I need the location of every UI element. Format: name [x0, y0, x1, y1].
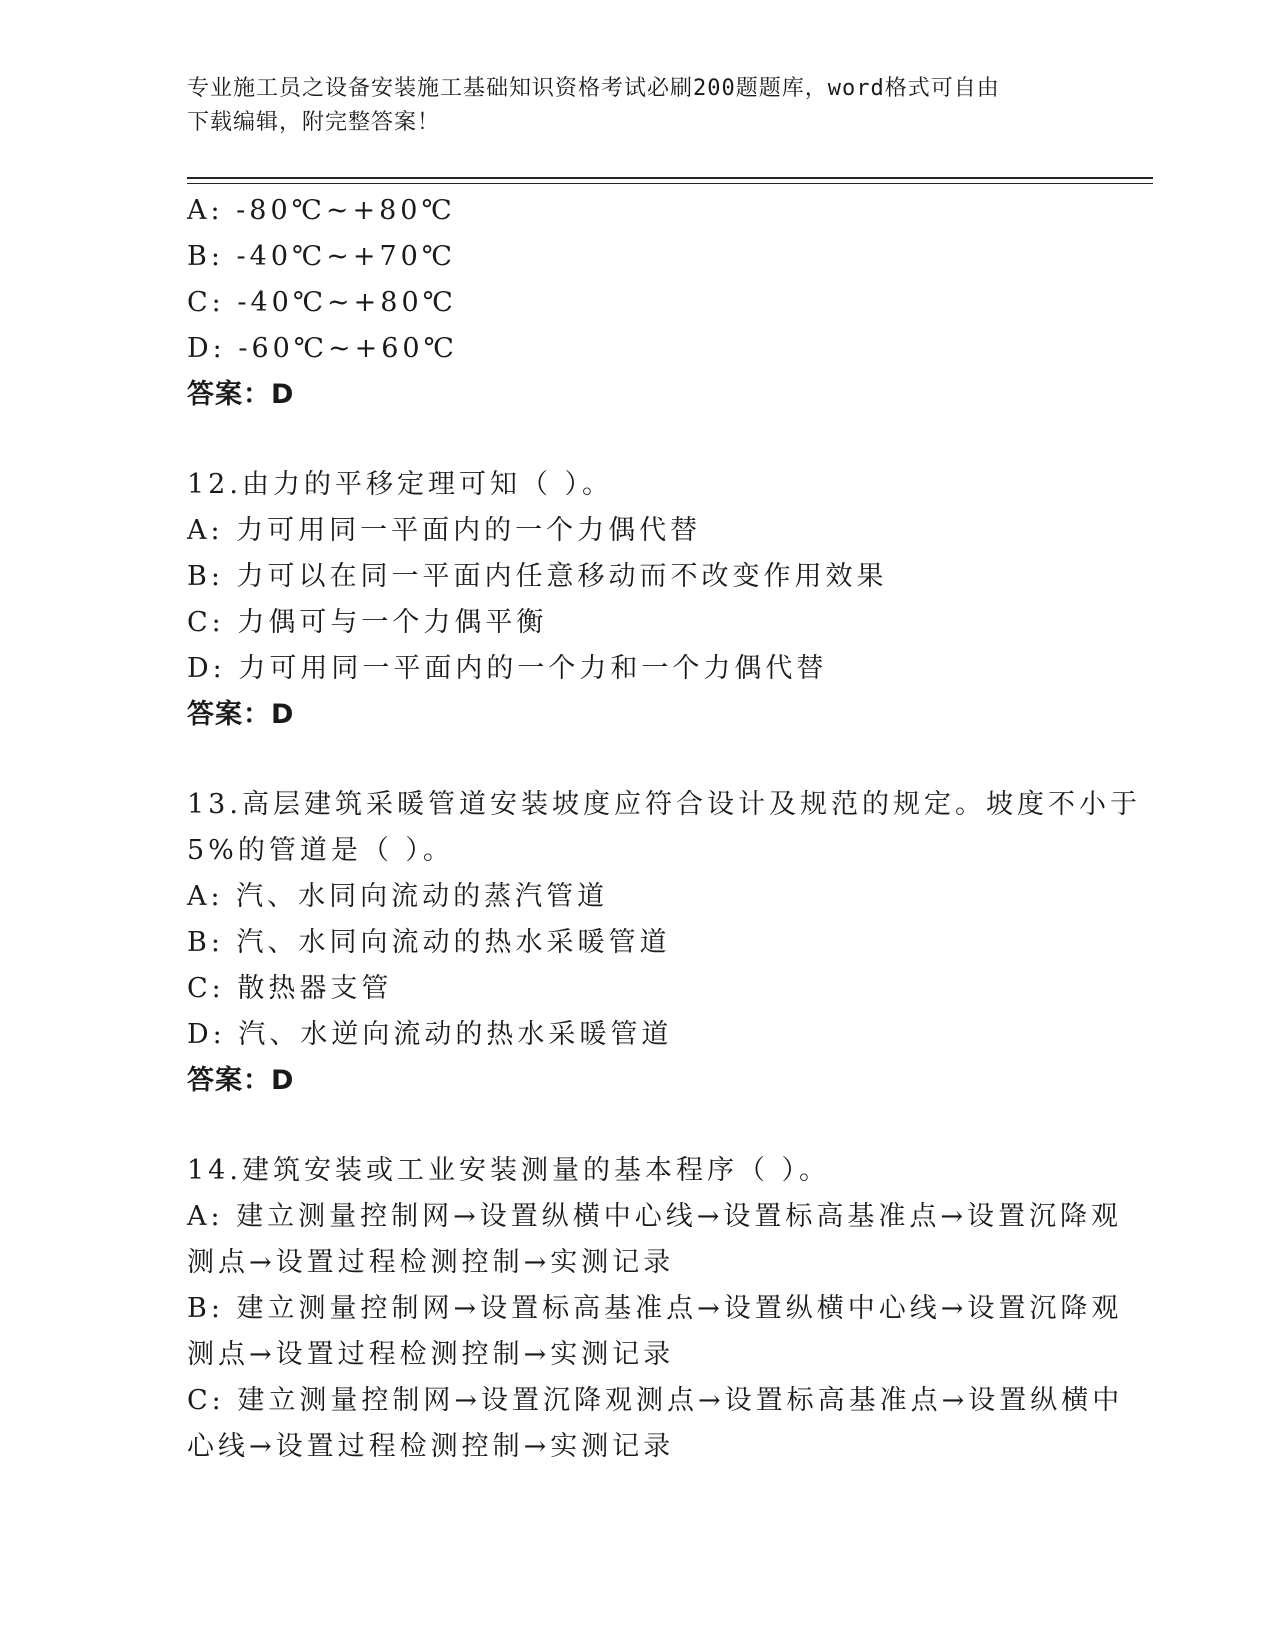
spacer — [187, 418, 1087, 462]
question-text: 14.建筑安装或工业安装测量的基本程序（ ）。 — [187, 1155, 831, 1186]
option-b: B: 汽、水同向流动的热水采暖管道 — [187, 927, 671, 958]
option-d: D: 力可用同一平面内的一个力和一个力偶代替 — [187, 653, 828, 684]
answer: 答案：D — [187, 379, 295, 410]
question-11 — [187, 188, 1087, 418]
answer: 答案：D — [187, 699, 295, 730]
header-line-2: 下载编辑，附完整答案！ — [187, 110, 441, 135]
question-text: 12.由力的平移定理可知（ ）。 — [187, 469, 614, 500]
option-d: D: -60℃~+60℃ — [187, 333, 458, 364]
option-a-line-2: 测点→设置过程检测控制→实测记录 — [187, 1247, 675, 1278]
option-b: B: 力可以在同一平面内任意移动而不改变作用效果 — [187, 561, 888, 592]
question-text-line-2: 5%的管道是（ ）。 — [187, 835, 454, 866]
question-12 — [187, 462, 1087, 738]
option-c: C: 力偶可与一个力偶平衡 — [187, 607, 548, 638]
question-text-line-1: 13.高层建筑采暖管道安装坡度应符合设计及规范的规定。坡度不小于 — [187, 789, 1141, 820]
option-b-line-2: 测点→设置过程检测控制→实测记录 — [187, 1339, 675, 1370]
header-divider-thick — [187, 177, 1153, 179]
option-a: A: 汽、水同向流动的蒸汽管道 — [187, 881, 609, 912]
question-13 — [187, 782, 1141, 1104]
spacer — [187, 1104, 1087, 1148]
spacer — [187, 738, 1087, 782]
option-a: A: 力可用同一平面内的一个力偶代替 — [187, 515, 702, 546]
option-b-line-1: B: 建立测量控制网→设置标高基准点→设置纵横中心线→设置沉降观 — [187, 1293, 1123, 1324]
option-c-line-2: 心线→设置过程检测控制→实测记录 — [187, 1431, 675, 1462]
option-b: B: -40℃~+70℃ — [187, 241, 457, 272]
header-divider-thin — [187, 183, 1153, 184]
option-c: C: 散热器支管 — [187, 973, 393, 1004]
option-a-line-1: A: 建立测量控制网→设置纵横中心线→设置标高基准点→设置沉降观 — [187, 1201, 1123, 1232]
header-line-1: 专业施工员之设备安装施工基础知识资格考试必刷200题题库，word格式可自由 — [187, 76, 1000, 101]
option-c-line-1: C: 建立测量控制网→设置沉降观测点→设置标高基准点→设置纵横中 — [187, 1385, 1124, 1416]
option-a: A: -80℃~+80℃ — [187, 195, 456, 226]
answer: 答案：D — [187, 1065, 295, 1096]
option-c: C: -40℃~+80℃ — [187, 287, 457, 318]
question-14 — [187, 1148, 1124, 1470]
question-list — [187, 188, 1141, 1470]
page-header — [187, 72, 1067, 140]
option-d: D: 汽、水逆向流动的热水采暖管道 — [187, 1019, 673, 1050]
